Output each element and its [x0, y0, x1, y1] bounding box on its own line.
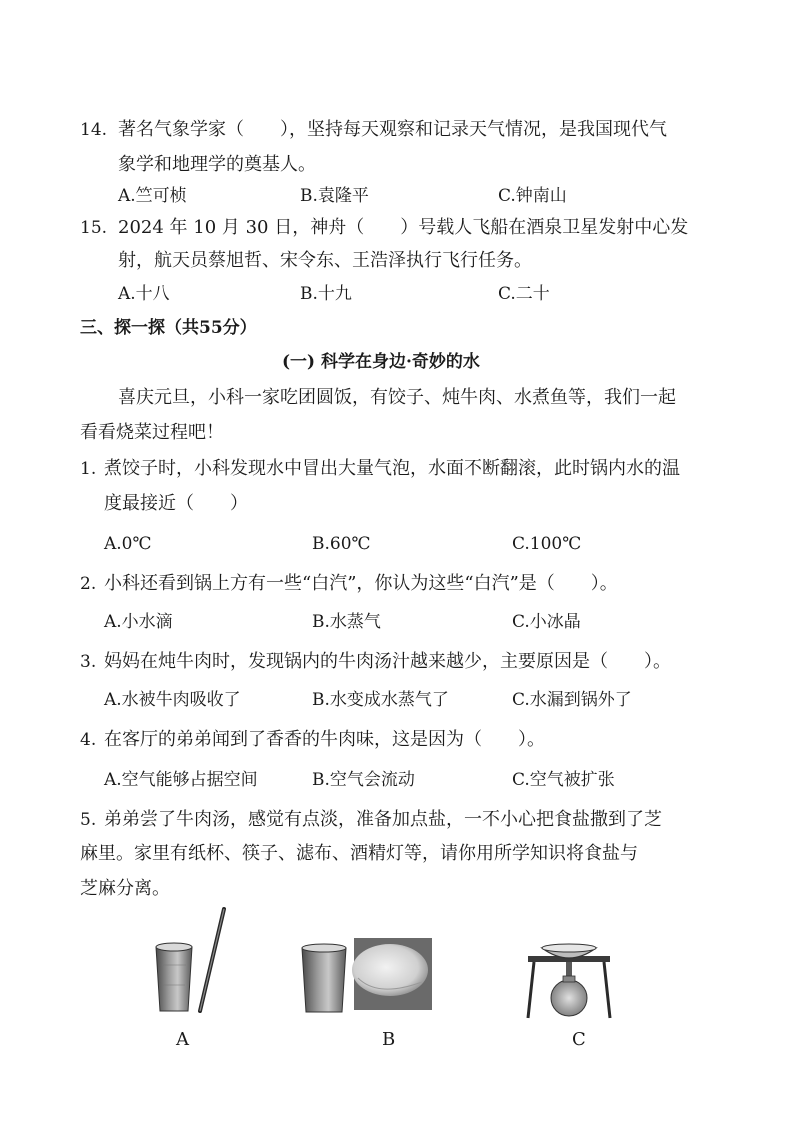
q4-text-line1: 在客厅的弟弟闻到了香香的牛肉味，这是因为（ ）。 — [104, 729, 545, 750]
q2-text-line1: 小科还看到锅上方有一些“白汽”，你认为这些“白汽”是（ ）。 — [104, 573, 618, 594]
q15-option-a: A.十八 — [118, 284, 170, 304]
q1-option-c: C.100℃ — [512, 534, 582, 554]
q4-number: 4. — [80, 730, 97, 750]
q15-number: 15. — [80, 218, 108, 238]
q2-number: 2. — [80, 574, 97, 594]
q15-text-line2: 射，航天员蔡旭哲、宋令东、王浩泽执行飞行任务。 — [118, 250, 532, 271]
figure-b-label: B — [382, 1029, 396, 1050]
q4-option-c: C.空气被扩张 — [512, 770, 615, 790]
q3-option-b: B.水变成水蒸气了 — [312, 690, 449, 710]
q14-option-c: C.钟南山 — [498, 186, 567, 206]
figure-c-label: C — [572, 1029, 586, 1050]
figure-a-label: A — [176, 1029, 189, 1050]
q2-option-c: C.小冰晶 — [512, 612, 581, 632]
q5-text-line1: 弟弟尝了牛肉汤，感觉有点淡，准备加点盐，一不小心把食盐撒到了芝 — [104, 809, 662, 830]
q3-option-a: A.水被牛肉吸收了 — [104, 690, 241, 710]
subsection-1-title: (一) 科学在身边·奇妙的水 — [282, 352, 480, 372]
figure-a-cup-chopstick-image — [150, 905, 230, 1017]
q1-text-line2: 度最接近（ ） — [104, 493, 248, 514]
q2-option-b: B.水蒸气 — [312, 612, 381, 632]
figure-b-cup-filter-cloth-image — [298, 938, 434, 1014]
q15-option-c: C.二十 — [498, 284, 550, 304]
q15-option-b: B.十九 — [300, 284, 352, 304]
q2-option-a: A.小水滴 — [104, 612, 173, 632]
q5-text-line3: 芝麻分离。 — [80, 878, 170, 899]
q4-option-a: A.空气能够占据空间 — [104, 770, 258, 790]
section-3-title: 三、探一探（共55分） — [80, 318, 257, 338]
q3-number: 3. — [80, 652, 97, 672]
q14-option-a: A.竺可桢 — [118, 186, 187, 206]
q14-text-line1: 著名气象学家（ ），坚持每天观察和记录天气情况，是我国现代气 — [118, 119, 667, 140]
q1-option-a: A.0℃ — [104, 534, 152, 554]
q14-option-b: B.袁隆平 — [300, 186, 369, 206]
intro-line2: 看看烧菜过程吧！ — [80, 422, 224, 443]
q3-option-c: C.水漏到锅外了 — [512, 690, 632, 710]
q1-number: 1. — [80, 459, 97, 479]
q4-option-b: B.空气会流动 — [312, 770, 415, 790]
q3-text-line1: 妈妈在炖牛肉时，发现锅内的牛肉汤汁越来越少，主要原因是（ ）。 — [104, 651, 671, 672]
q5-number: 5. — [80, 810, 97, 830]
q14-number: 14. — [80, 120, 108, 140]
q1-text-line1: 煮饺子时，小科发现水中冒出大量气泡，水面不断翻滚，此时锅内水的温 — [104, 458, 680, 479]
q1-option-b: B.60℃ — [312, 534, 371, 554]
q14-text-line2: 象学和地理学的奠基人。 — [118, 154, 316, 175]
q5-text-line2: 麻里。家里有纸杯、筷子、滤布、酒精灯等，请你用所学知识将食盐与 — [80, 843, 638, 864]
figure-c-alcohol-lamp-evaporation-image — [520, 934, 618, 1020]
q15-text-line1: 2024 年 10 月 30 日，神舟（ ）号载人飞船在酒泉卫星发射中心发 — [118, 217, 689, 238]
intro-line1: 喜庆元旦，小科一家吃团圆饭，有饺子、炖牛肉、水煮鱼等，我们一起 — [118, 387, 676, 408]
